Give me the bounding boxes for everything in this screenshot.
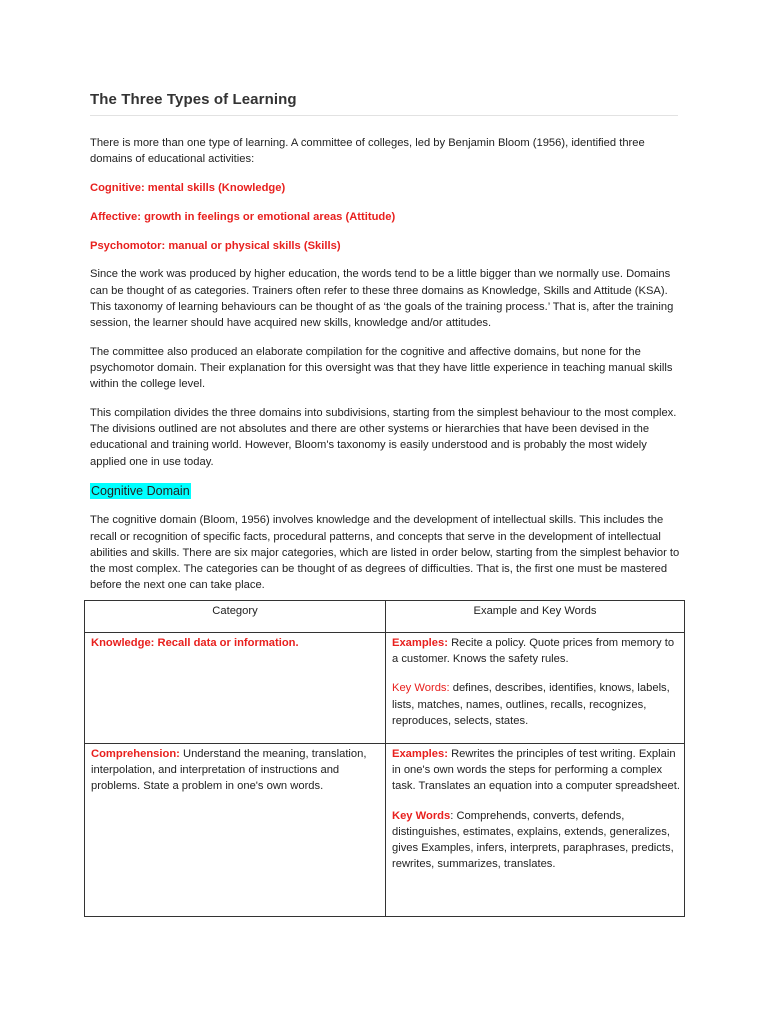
examples-text: Rewrites the principles of test writing. Explain in one's own words the steps for performing a complex task. Translates an equation into a computer spreadsheet. <box>392 748 680 793</box>
examples-text: Recite a policy. Quote prices from memory to a customer. Knows the safety rules. <box>392 637 675 666</box>
domain-psychomotor: Psychomotor: manual or physical skills (Skills) <box>90 239 341 252</box>
table-row-divider <box>85 743 684 744</box>
table-header-category: Category <box>212 605 258 617</box>
keywords-block <box>392 808 682 873</box>
paragraph-compilation: This compilation divides the three domains into subdivisions, starting from the simplest behaviour to the most complex. The divisions outlined are not absolutes and there are other systems or hierarchies that have been devised in the educational and training world. However, Bloom's taxonomy is easily understood and is probably the most widely applied one in use today. <box>90 407 677 468</box>
section-paragraph: The cognitive domain (Bloom, 1956) involves knowledge and the development of intellectual skills. This includes the recall or recognition of specific facts, procedural patterns, and concepts that serve in the development of intellectual abilities and skills. There are six major categories, which are listed in order below, starting from the simplest behavior to the most complex. The categories can be thought of as degrees of difficulties. That is, the first one must be mastered before the next one can take place. <box>90 514 680 592</box>
table-row-knowledge-category <box>91 635 381 651</box>
title-divider <box>90 115 678 116</box>
page-title: The Three Types of Learning <box>90 91 297 108</box>
table-row-knowledge-examples <box>392 635 682 742</box>
table-header-examples: Example and Key Words <box>473 605 597 617</box>
section-heading-wrapper <box>90 482 680 512</box>
keywords-label: Key Words: <box>392 682 450 695</box>
examples-block <box>392 746 682 795</box>
category-label: Comprehension: <box>91 748 180 760</box>
examples-label: Examples: <box>392 637 448 649</box>
category-label: Knowledge: Recall data or information. <box>91 637 299 649</box>
examples-label: Examples: <box>392 748 448 760</box>
table-header-divider <box>85 632 684 633</box>
table-row-comprehension-examples <box>392 746 682 885</box>
intro-paragraph: There is more than one type of learning. A committee of colleges, led by Benjamin Bloom (1956), identified three domains of educational activities: <box>90 137 645 166</box>
table-column-divider <box>385 601 386 916</box>
cognitive-categories-table <box>84 600 685 917</box>
examples-block <box>392 635 682 667</box>
keywords-label: Key Words <box>392 809 451 822</box>
paragraph-ksa: Since the work was produced by higher education, the words tend to be a little bigger than we normally use. Domains can be thought of as categories. Trainers often refer to these three domains as Knowledge, Skills and Attitude (KSA). This taxonomy of learning behaviours can be thought of as ‘the goals of the training process.’ That is, after the training session, the learner should have acquired new skills, knowledge and/or attitudes. <box>90 268 674 329</box>
table-row-comprehension-category <box>91 746 381 795</box>
keywords-text: defines, describes, identifies, knows, labels, lists, matches, names, outlines, recalls, recognizes, reproduces, selects, states. <box>392 682 670 727</box>
category-text: Understand the meaning, translation, interpolation, and interpretation of instructions and problems. State a problem in one's own words. <box>91 748 367 793</box>
domain-cognitive: Cognitive: mental skills (Knowledge) <box>90 182 286 194</box>
keywords-text: : Comprehends, converts, defends, distinguishes, estimates, explains, extends, generalizes, gives Examples, infers, interprets, paraphrases, predicts, rewrites, summarizes, translates. <box>392 809 674 871</box>
section-heading-cognitive-domain: Cognitive Domain <box>91 484 190 499</box>
paragraph-committee: The committee also produced an elaborate compilation for the cognitive and affective domains, but none for the psychomotor domain. Their explanation for this oversight was that they have little experience in teaching manual skills within the college level. <box>90 345 673 391</box>
domain-affective: Affective: growth in feelings or emotional areas (Attitude) <box>90 210 396 223</box>
keywords-block <box>392 680 682 729</box>
document-body <box>90 135 680 606</box>
